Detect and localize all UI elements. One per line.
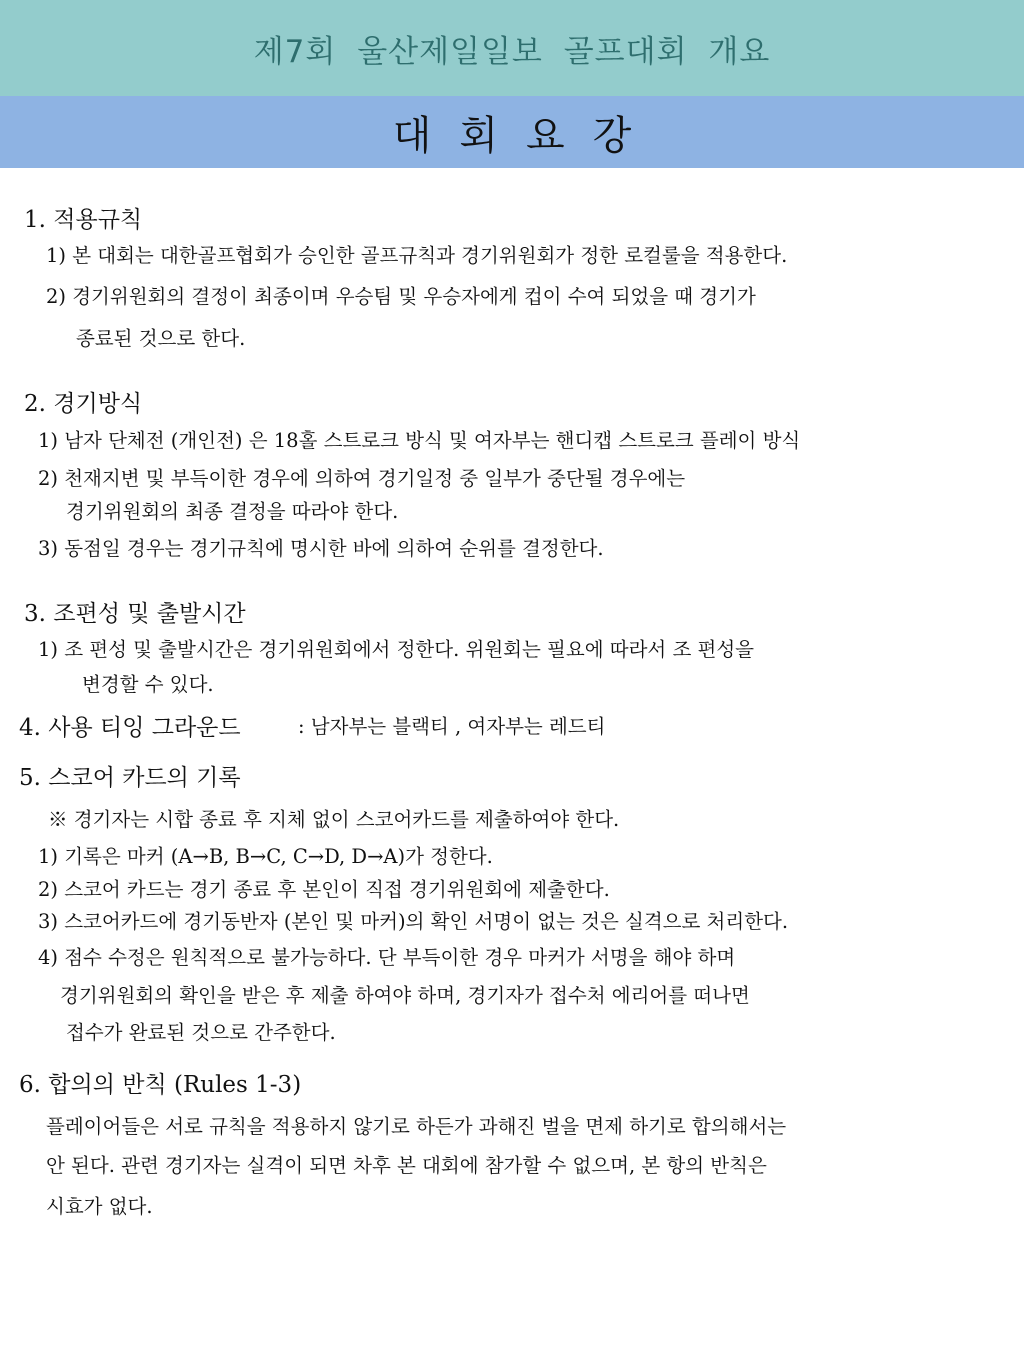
section-2-line-4: 3) 동점일 경우는 경기규칙에 명시한 바에 의하여 순위를 결정한다.: [38, 537, 604, 560]
section-5-note: ※ 경기자는 시합 종료 후 지체 없이 스코어카드를 제출하여야 한다.: [48, 808, 620, 831]
section-3-heading: 3. 조편성 및 출발시간: [24, 601, 246, 627]
section-1-line-1: 1) 본 대회는 대한골프협회가 승인한 골프규칙과 경기위원회가 정한 로컬룰을 적용한다.: [46, 244, 788, 267]
section-4-detail: : 남자부는 블랙티 , 여자부는 레드티: [298, 715, 606, 738]
header-subtitle-band: [0, 96, 1024, 168]
section-5-line-5: 경기위원회의 확인을 받은 후 제출 하여야 하며, 경기자가 접수처 에리어를 떠나면: [60, 984, 750, 1007]
header-top-band: [0, 0, 1024, 96]
section-3-line-1: 1) 조 편성 및 출발시간은 경기위원회에서 정한다. 위원회는 필요에 따라서 조 편성을: [38, 638, 755, 661]
section-6-heading: 6. 합의의 반칙 (Rules 1-3): [19, 1072, 302, 1098]
section-5-line-1: 1) 기록은 마커 (A→B, B→C, C→D, D→A)가 정한다.: [38, 845, 493, 868]
section-5-heading: 5. 스코어 카드의 기록: [19, 765, 241, 791]
page-title: 제7회 울산제일일보 골프대회 개요: [253, 33, 771, 70]
section-3-line-2: 변경할 수 있다.: [82, 673, 214, 696]
section-5-line-2: 2) 스코어 카드는 경기 종료 후 본인이 직접 경기위원회에 제출한다.: [38, 878, 610, 901]
section-2-heading: 2. 경기방식: [24, 391, 143, 417]
section-6-line-2: 안 된다. 관련 경기자는 실격이 되면 차후 본 대회에 참가할 수 없으며, 본 항의 반칙은: [46, 1154, 767, 1177]
section-2-line-3: 경기위원회의 최종 결정을 따라야 한다.: [66, 500, 399, 523]
section-1-line-3: 종료된 것으로 한다.: [76, 327, 246, 350]
page-subtitle: 대회요강: [392, 112, 660, 159]
section-6-line-3: 시효가 없다.: [46, 1195, 153, 1218]
section-2-line-2: 2) 천재지변 및 부득이한 경우에 의하여 경기일정 중 일부가 중단될 경우에는: [38, 467, 686, 490]
section-1-line-2: 2) 경기위원회의 결정이 최종이며 우승팀 및 우승자에게 컵이 수여 되었을 때 경기가: [46, 285, 756, 308]
section-5-line-4: 4) 점수 수정은 원칙적으로 불가능하다. 단 부득이한 경우 마커가 서명을 해야 하며: [38, 946, 736, 969]
section-6-line-1: 플레이어들은 서로 규칙을 적용하지 않기로 하든가 과해진 벌을 면제 하기로 합의해서는: [46, 1115, 787, 1138]
section-4-heading: 4. 사용 티잉 그라운드: [19, 715, 241, 741]
section-1-heading: 1. 적용규칙: [24, 207, 143, 233]
section-5-line-6: 접수가 완료된 것으로 간주한다.: [66, 1021, 336, 1044]
section-2-line-1: 1) 남자 단체전 (개인전) 은 18홀 스트로크 방식 및 여자부는 핸디캡 스트로크 플레이 방식: [38, 429, 801, 452]
section-5-line-3: 3) 스코어카드에 경기동반자 (본인 및 마커)의 확인 서명이 없는 것은 실격으로 처리한다.: [38, 910, 789, 933]
